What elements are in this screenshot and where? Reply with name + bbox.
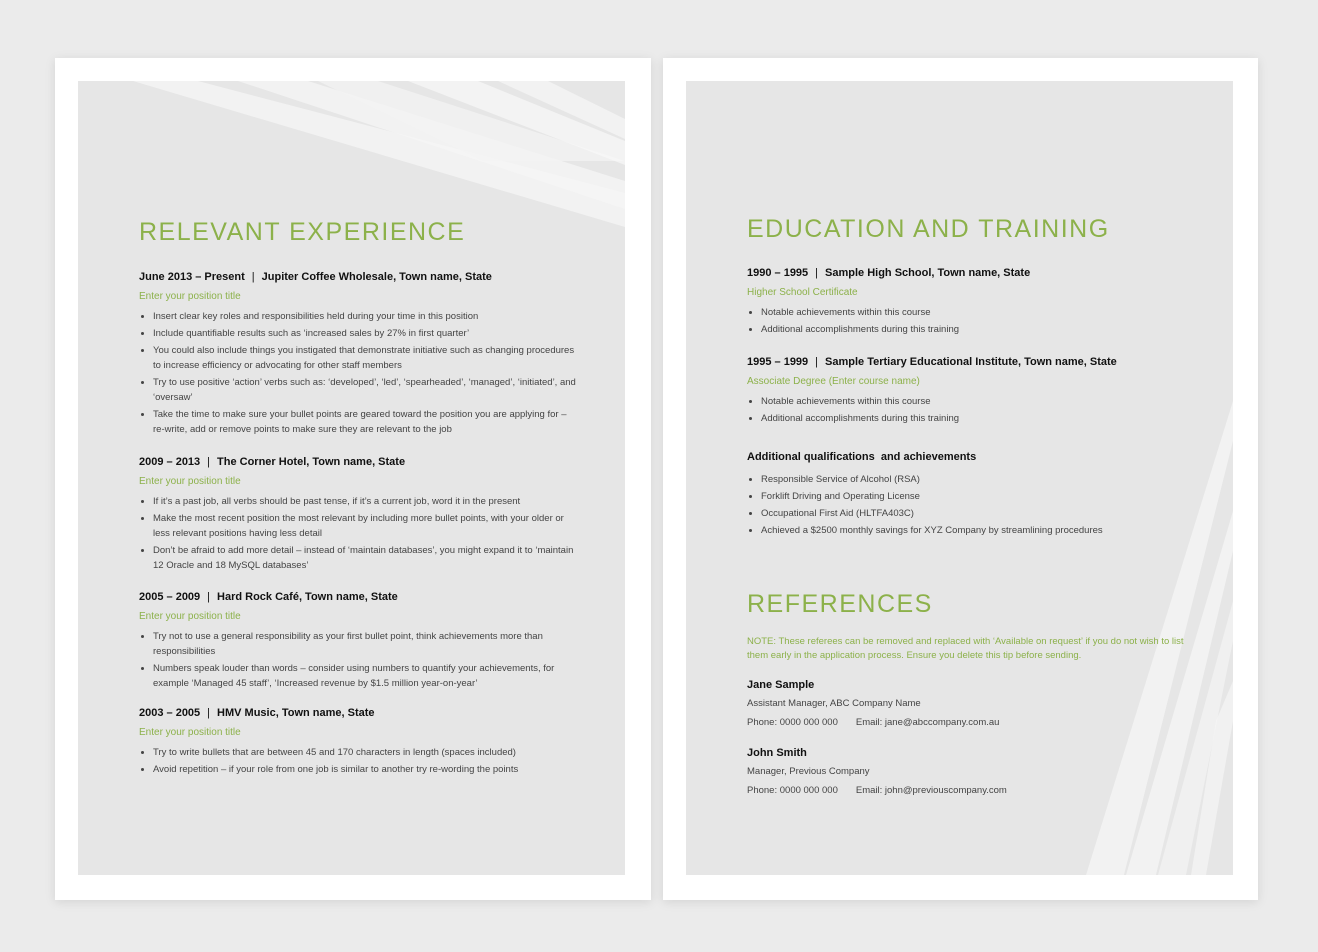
job-entry — [139, 706, 579, 779]
bullet-item: Forklift Driving and Operating License — [747, 489, 1187, 504]
job-place: HMV Music, Town name, State — [217, 707, 375, 719]
reference-entry — [747, 678, 1187, 730]
education-header — [747, 355, 1187, 369]
job-header — [139, 590, 579, 604]
references-note — [747, 635, 1187, 663]
education-qualification: Associate Degree (Enter course name) — [747, 376, 920, 387]
job-place: The Corner Hotel, Town name, State — [217, 456, 406, 468]
education-place: Sample High School, Town name, State — [825, 267, 1031, 279]
education-place: Sample Tertiary Educational Institute, Town name, State — [825, 356, 1117, 368]
bullet-item: Additional accomplishments during this training — [747, 322, 1187, 337]
section-title-experience: RELEVANT EXPERIENCE — [139, 218, 466, 246]
bullet-item: Achieved a $2500 monthly savings for XYZ Company by streamlining procedures — [747, 523, 1187, 538]
education-dates: 1990 – 1995 — [747, 267, 809, 279]
separator: | — [251, 271, 255, 283]
bullet-item: Notable achievements within this course — [747, 394, 1187, 409]
job-bullets — [139, 309, 579, 437]
reference-role: Manager, Previous Company — [747, 766, 870, 777]
reference-phone: Phone: 0000 000 000 — [747, 785, 838, 796]
bullet-item: Numbers speak louder than words – consider using numbers to quantify your achievements, for example ‘Managed 45 staff’, ‘Increased revenue by $1.5 million year-on-year’ — [139, 661, 579, 691]
job-position: Enter your position title — [139, 291, 241, 302]
education-entry — [747, 355, 1187, 428]
bullet-item: Try to use positive ‘action’ verbs such as: ‘developed’, ‘led’, ‘spearheaded’, ‘managed’, ‘initiated’, and ‘oversaw’ — [139, 375, 579, 405]
bullet-item: Occupational First Aid (HLTFA403C) — [747, 506, 1187, 521]
education-entry — [747, 266, 1187, 339]
reference-role: Assistant Manager, ABC Company Name — [747, 698, 921, 709]
bullet-item: Additional accomplishments during this training — [747, 411, 1187, 426]
bullet-item: Avoid repetition – if your role from one job is similar to another try re-wording the points — [139, 762, 579, 777]
job-bullets — [139, 629, 579, 691]
job-bullets — [139, 494, 579, 573]
reference-phone: Phone: 0000 000 000 — [747, 717, 838, 728]
job-dates: June 2013 – Present — [139, 271, 245, 283]
reference-entry — [747, 746, 1187, 798]
bullet-item: Insert clear key roles and responsibilities held during your time in this position — [139, 309, 579, 324]
separator: | — [207, 591, 211, 603]
resume-page-experience — [55, 58, 651, 900]
additional-bullets — [747, 472, 1187, 538]
separator: | — [815, 267, 819, 279]
job-header — [139, 706, 579, 720]
job-header — [139, 455, 579, 469]
additional-heading: Additional qualifications and achievements — [747, 451, 977, 463]
page-panel — [78, 81, 625, 875]
job-header — [139, 270, 579, 284]
section-title-education: EDUCATION AND TRAINING — [747, 215, 1110, 243]
education-qualification: Higher School Certificate — [747, 287, 858, 298]
reference-name: John Smith — [747, 747, 807, 759]
bullet-item: Don’t be afraid to add more detail – instead of ‘maintain databases’, you might expand it to ‘maintain 12 Oracle and 18 MySQL databases’ — [139, 543, 579, 573]
education-bullets — [747, 394, 1187, 426]
references-note-text: NOTE: These referees can be removed and replaced with ‘Available on request’ if you do not wish to list them early in the application process. Ensure you delete this tip before sending. — [747, 636, 1184, 661]
job-position: Enter your position title — [139, 727, 241, 738]
job-entry — [139, 590, 579, 693]
reference-email: Email: john@previouscompany.com — [855, 785, 1007, 796]
job-position: Enter your position title — [139, 611, 241, 622]
job-dates: 2005 – 2009 — [139, 591, 201, 603]
job-position: Enter your position title — [139, 476, 241, 487]
bullet-item: Make the most recent position the most relevant by including more bullet points, with your older or less relevant positions having less detail — [139, 511, 579, 541]
separator: | — [207, 707, 211, 719]
separator: | — [207, 456, 211, 468]
bullet-item: Try not to use a general responsibility as your first bullet point, think achievements more than responsibilities — [139, 629, 579, 659]
job-dates: 2009 – 2013 — [139, 456, 201, 468]
job-entry — [139, 270, 579, 439]
bullet-item: Responsible Service of Alcohol (RSA) — [747, 472, 1187, 487]
reference-contact — [747, 784, 1187, 798]
education-header — [747, 266, 1187, 280]
reference-email: Email: jane@abccompany.com.au — [855, 717, 1000, 728]
additional-qualifications — [747, 450, 1187, 540]
bullet-item: Notable achievements within this course — [747, 305, 1187, 320]
bullet-item: Try to write bullets that are between 45 and 170 characters in length (spaces included) — [139, 745, 579, 760]
bullet-item: Include quantifiable results such as ‘increased sales by 27% in first quarter’ — [139, 326, 579, 341]
reference-name: Jane Sample — [747, 679, 815, 691]
resume-page-education — [663, 58, 1258, 900]
job-entry — [139, 455, 579, 575]
bullet-item: You could also include things you instigated that demonstrate initiative such as changing procedures to increase efficiency or advocating for other staff members — [139, 343, 579, 373]
education-dates: 1995 – 1999 — [747, 356, 809, 368]
education-bullets — [747, 305, 1187, 337]
bullet-item: Take the time to make sure your bullet points are geared toward the position you are applying for – re-write, add or remove points to make sure they are relevant to the job — [139, 407, 579, 437]
reference-contact — [747, 716, 1187, 730]
job-place: Jupiter Coffee Wholesale, Town name, State — [261, 271, 492, 283]
separator: | — [815, 356, 819, 368]
page-panel — [686, 81, 1233, 875]
job-place: Hard Rock Café, Town name, State — [217, 591, 398, 603]
bullet-item: If it’s a past job, all verbs should be past tense, if it’s a current job, word it in the present — [139, 494, 579, 509]
job-bullets — [139, 745, 579, 777]
section-title-references: REFERENCES — [747, 590, 933, 618]
job-dates: 2003 – 2005 — [139, 707, 201, 719]
